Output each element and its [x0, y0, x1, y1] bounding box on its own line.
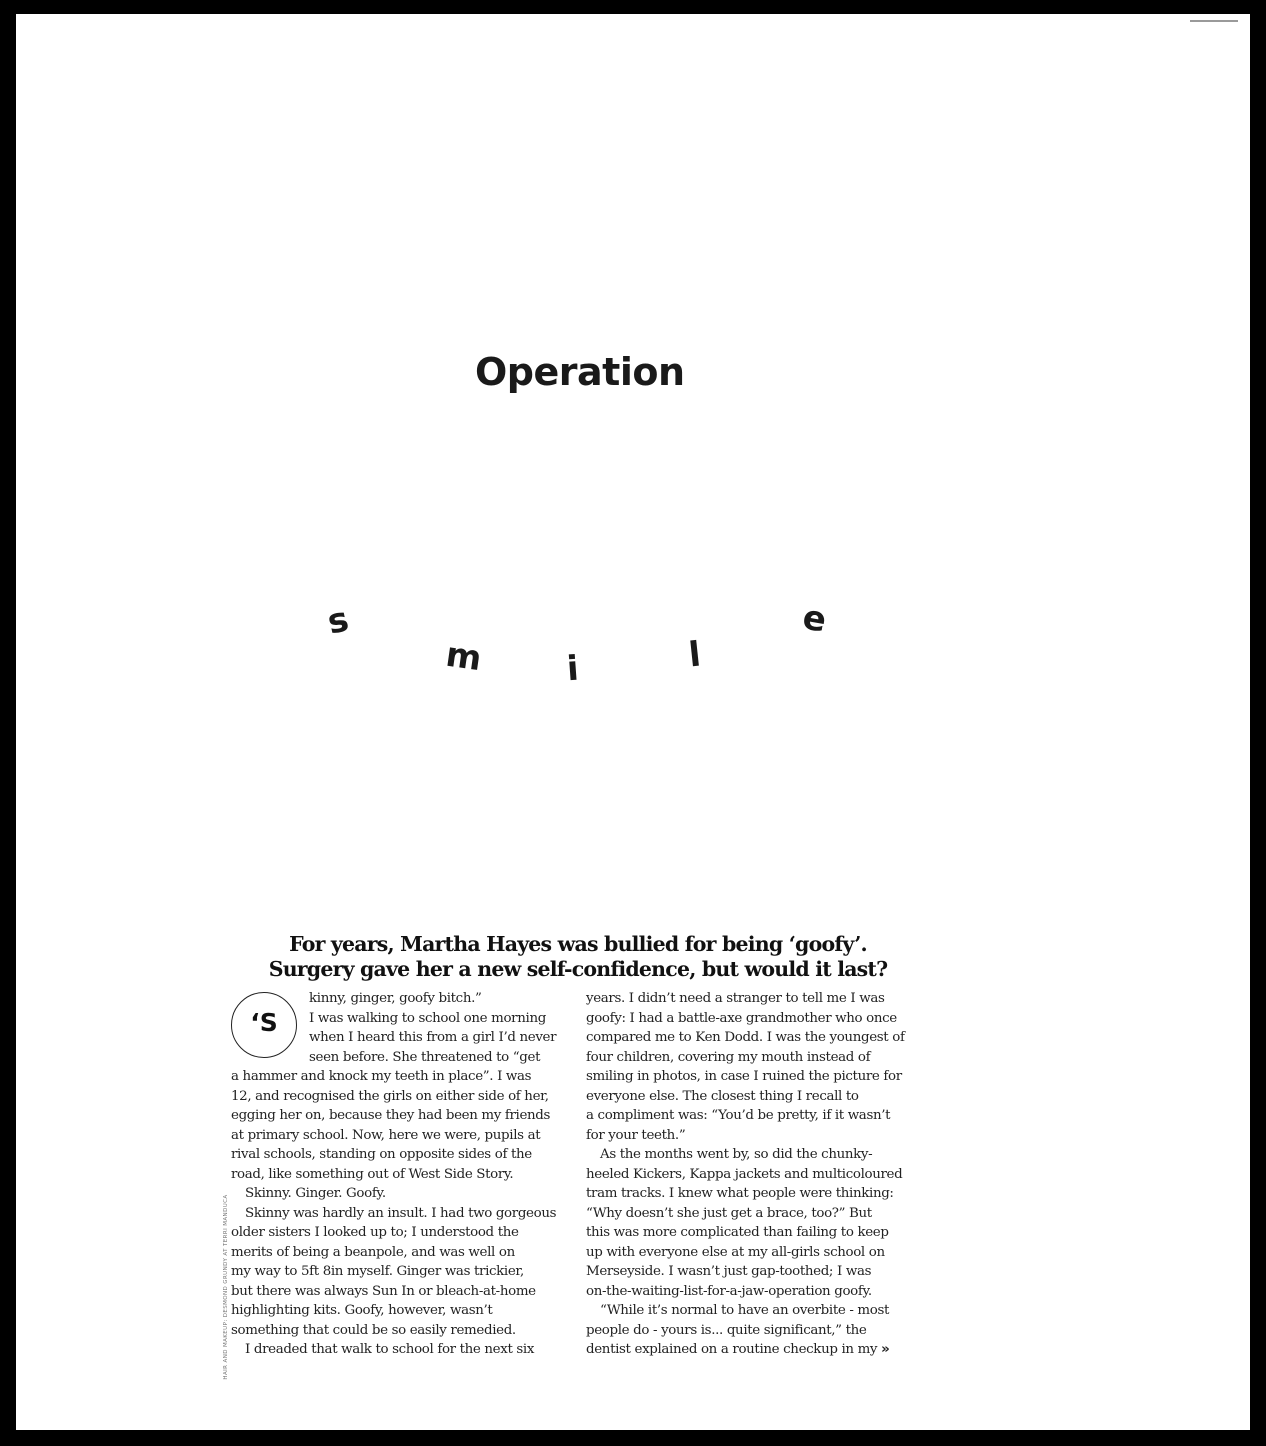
continue-arrow-icon: »	[881, 1342, 890, 1357]
photo-credit: HAIR AND MAKEUP: DESMOND GRUNDY AT TERRI MANDUCA	[223, 1194, 229, 1380]
headline-letter-e: e	[799, 597, 830, 641]
corner-divider	[1190, 20, 1238, 22]
body-line: heeled Kickers, Kappa jackets and multicoloured	[586, 1166, 903, 1182]
body-column-right	[586, 989, 926, 1360]
headline-letter-m: m	[443, 634, 485, 680]
magazine-page	[16, 14, 1250, 1430]
body-line: I was walking to school one morning	[309, 1010, 546, 1026]
body-line: older sisters I looked up to; I understood the	[231, 1225, 519, 1240]
body-line: 12, and recognised the girls on either side of her,	[231, 1088, 549, 1104]
body-line: seen before. She threatened to “get	[309, 1049, 541, 1065]
body-line: smiling in photos, in case I ruined the picture for	[586, 1069, 902, 1084]
body-line: but there was always Sun In or bleach-at-home	[231, 1283, 536, 1299]
body-line: compared me to Ken Dodd. I was the youngest of	[586, 1030, 905, 1045]
body-line: at primary school. Now, here we were, pupils at	[231, 1127, 541, 1143]
body-line: years. I didn’t need a stranger to tell me I was	[586, 991, 885, 1006]
body-line: people do - yours is... quite significant,” the	[586, 1322, 867, 1338]
body-line: highlighting kits. Goofy, however, wasn’t	[231, 1303, 493, 1318]
headline-letter-i: i	[565, 648, 581, 690]
body-line: Skinny. Ginger. Goofy.	[245, 1186, 386, 1201]
body-line: merits of being a beanpole, and was well on	[231, 1244, 515, 1260]
headline-operation: Operation	[475, 350, 685, 394]
body-line: road, like something out of West Side Story.	[231, 1166, 514, 1182]
body-line: egging her on, because they had been my friends	[231, 1108, 551, 1123]
body-line: this was more complicated than failing to keep	[586, 1225, 889, 1240]
body-line: when I heard this from a girl I’d never	[309, 1030, 557, 1045]
headline-letter-s: s	[324, 599, 353, 643]
body-line: I dreaded that walk to school for the next six	[245, 1342, 535, 1357]
body-line: my way to 5ft 8in myself. Ginger was trickier,	[231, 1264, 524, 1279]
body-line: Skinny was hardly an insult. I had two gorgeous	[245, 1205, 557, 1221]
body-line: rival schools, standing on opposite sides of the	[231, 1147, 532, 1162]
standfirst-line-1: For years, Martha Hayes was bullied for being ‘goofy’.	[289, 932, 867, 956]
body-line: “Why doesn’t she just get a brace, too?” But	[586, 1205, 872, 1221]
body-line: Merseyside. I wasn’t just gap-toothed; I was	[586, 1264, 872, 1279]
body-line: on-the-waiting-list-for-a-jaw-operation goofy.	[586, 1283, 872, 1299]
body-line: “While it’s normal to have an overbite - most	[600, 1303, 890, 1318]
drop-cap-letter: ‘S	[250, 1008, 278, 1037]
body-line: kinny, ginger, goofy bitch.”	[309, 991, 482, 1006]
body-column-left	[231, 989, 571, 1360]
body-line: tram tracks. I knew what people were thinking:	[586, 1186, 894, 1201]
body-line: up with everyone else at my all-girls school on	[586, 1244, 885, 1260]
standfirst	[220, 932, 936, 982]
body-line: something that could be so easily remedied.	[231, 1322, 516, 1338]
standfirst-line-2: Surgery gave her a new self-confidence, but would it last?	[268, 957, 888, 981]
body-line: everyone else. The closest thing I recall to	[586, 1088, 859, 1104]
body-line: a compliment was: “You’d be pretty, if it wasn’t	[586, 1108, 891, 1123]
body-line: four children, covering my mouth instead of	[586, 1049, 871, 1065]
body-line: As the months went by, so did the chunky-	[600, 1147, 873, 1162]
body-line: dentist explained on a routine checkup in my »	[586, 1342, 890, 1357]
body-line: for your teeth.”	[586, 1127, 686, 1143]
body-line: goofy: I had a battle-axe grandmother who once	[586, 1010, 897, 1026]
headline-letter-l: l	[686, 634, 703, 676]
body-line: a hammer and knock my teeth in place”. I was	[231, 1069, 532, 1084]
